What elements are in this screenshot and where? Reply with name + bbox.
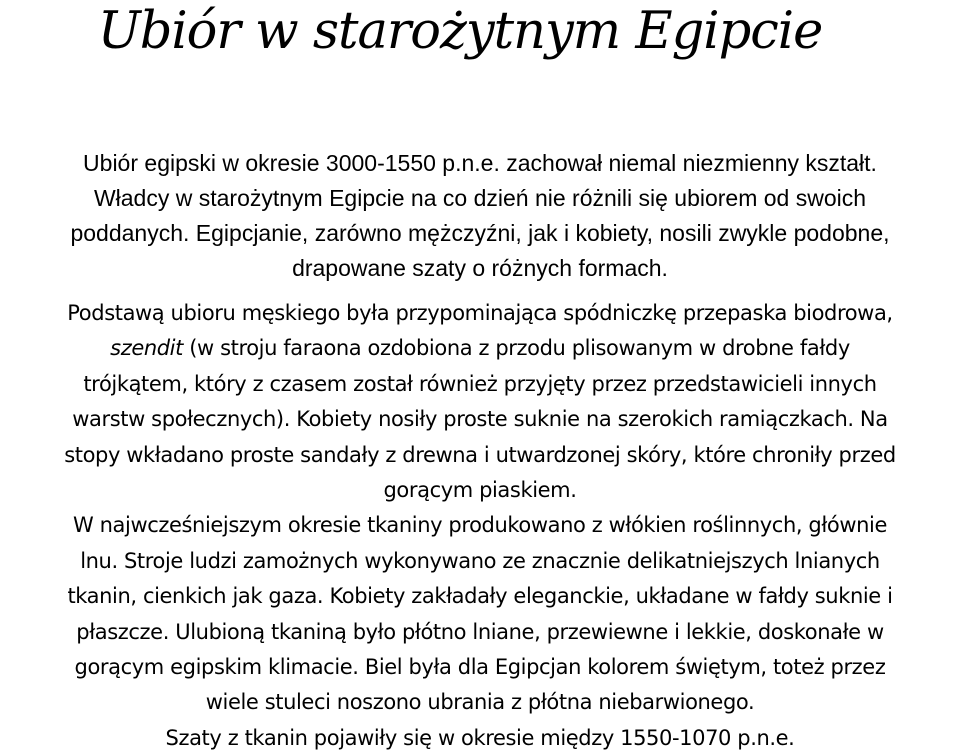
intro-line: poddanych. Egipcjanie, zarówno mężczyźni, jak i kobiety, nosili zwykle podobne, [70,220,890,246]
intro-line: Ubiór egipski w okresie 3000-1550 p.n.e. zachował niemal niezmienny kształt. [83,150,877,176]
body-line: gorącym egipskim klimacie. Biel była dla Egipcjan kolorem świętym, toteż przez [74,655,886,680]
body-line: trójkątem, który z czasem został również przyjęty przez przedstawicieli innych [83,371,877,396]
body-line: warstw społecznych). Kobiety nosiły proste suknie na szerokich ramiączkach. Na [72,407,888,432]
body-paragraph [0,296,960,756]
body-line: stopy wkładano proste sandały z drewna i utwardzonej skóry, które chroniły przed [64,442,896,467]
body-line-text: (w stroju faraona ozdobiona z przodu plisowanym w drobne fałdy [182,336,850,361]
body-line: gorącym piaskiem. [383,478,577,503]
term-szendit: szendit [110,336,183,361]
slide-title: Ubiór w starożytnym Egipcie [97,2,823,61]
intro-line: Władcy w starożytnym Egipcie na co dzień nie różnili się ubiorem od swoich [93,185,867,211]
body-line: Podstawą ubioru męskiego była przypominająca spódniczkę przepaska biodrowa, [67,301,893,325]
body-line: W najwcześniejszym okresie tkaniny produkowano z włókien roślinnych, głównie [73,513,887,538]
body-line [0,331,960,366]
body-last-line: Szaty z tkanin pojawiły się w okresie między 1550-1070 p.n.e. [165,725,795,750]
body-line: płaszcze. Ulubioną tkaniną było płótno lniane, przewiewne i lekkie, doskonałe w [76,619,884,644]
body-line: tkanin, cienkich jak gaza. Kobiety zakładały eleganckie, układane w fałdy suknie i [67,584,893,609]
body-line: lnu. Stroje ludzi zamożnych wykonywano ze znacznie delikatniejszych lnianych [80,548,880,573]
intro-paragraph [0,146,960,286]
body-line: wiele stuleci noszono ubrania z płótna niebarwionego. [205,690,755,715]
intro-line: drapowane szaty o różnych formach. [292,255,668,281]
